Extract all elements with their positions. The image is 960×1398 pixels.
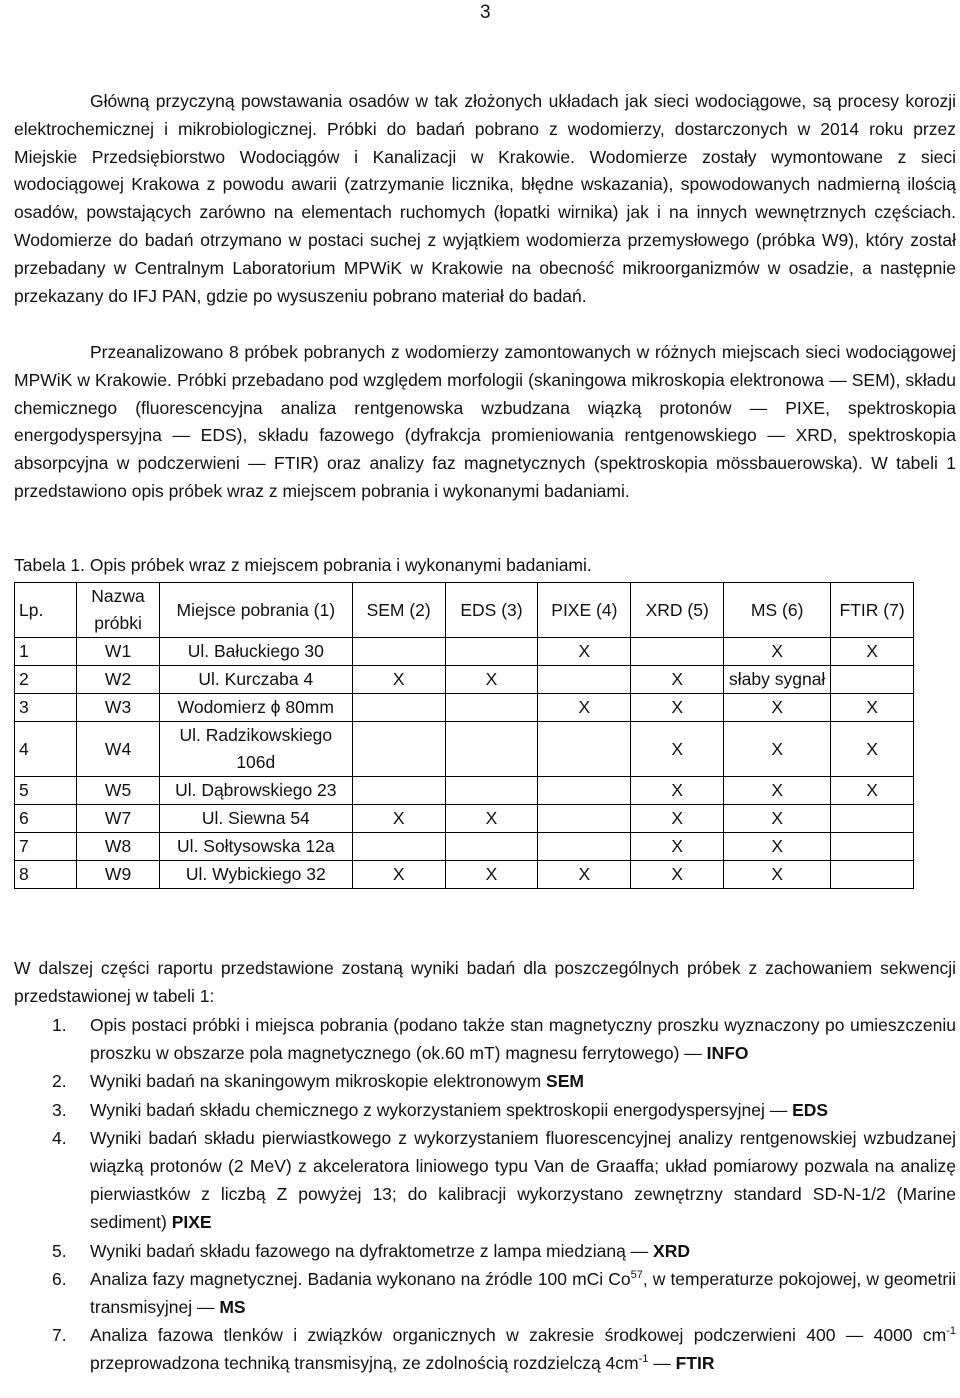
cell-xrd: X <box>631 805 724 833</box>
cell-lp: 5 <box>15 777 77 805</box>
cell-pixe <box>538 777 631 805</box>
cell-xrd: X <box>631 666 724 694</box>
table-header-row <box>15 583 914 638</box>
cell-pixe <box>538 666 631 694</box>
cell-ftir: X <box>831 694 914 722</box>
list-item <box>14 1011 956 1067</box>
cell-ftir: X <box>831 638 914 666</box>
table-row <box>15 777 914 805</box>
paragraph-samples-text: Przeanalizowano 8 próbek pobranych z wodomierzy zamontowanych w różnych miejscach sieci wodociągowej MPWiK w Krakowie. Próbki przebadano pod względem morfologii (skaningowa mikroskopia elektronowa — SEM), składu chemicznego (fluorescencyjna analiza rentgenowska wzbudzana wiązką protonów — PIXE, spektroskopia energodyspersyjna — EDS), składu fazowego (dyfrakcja promieniowania rentgenowskiego — XRD, spektroskopia absorpcyjna w podczerwieni — FTIR) oraz analizy faz magnetycznych (spektroskopia mössbauerowska). W tabeli 1 przedstawiono opis próbek wraz z miejscem pobrania i wykonanymi badaniami. <box>14 342 956 501</box>
cell-sem: X <box>352 805 445 833</box>
cell-location: Ul. Wybickiego 32 <box>159 861 352 889</box>
cell-lp: 6 <box>15 805 77 833</box>
cell-name: W8 <box>77 833 160 861</box>
cell-ms: X <box>724 805 831 833</box>
list-text: Wyniki badań składu pierwiastkowego z wykorzystaniem fluorescencyjnej analizy rentgenowskiej wzbudzanej wiązką protonów (2 MeV) z akceleratora liniowego typu Van de Graaffa; układ pomiarowy pozwala na analizę pierwiastków z liczbą Z powyżej 13; do kalibracji wykorzystano zewnętrzny standard SD-N-1/2 (Marine sediment) <box>90 1127 956 1233</box>
cell-xrd: X <box>631 722 724 777</box>
samples-table <box>14 582 914 889</box>
table-row <box>15 694 914 722</box>
paragraph-intro-text: Główną przyczyną powstawania osadów w tak złożonych układach jak sieci wodociągowe, są procesy korozji elektrochemicznej i mikrobiologicznej. Próbki do badań pobrano z wodomierzy, dostarczonych w 2014 roku przez Miejskie Przedsiębiorstwo Wodociągów i Kanalizacji w Krakowie. Wodomierze zostały wymontowane z sieci wodociągowej Krakowa z powodu awarii (zatrzymanie licznika, błędne wskazania), spowodowanych nadmierną ilością osadów, powstających zarówno na elementach ruchomych (łopatki wirnika) jak i na innych wewnętrznych częściach. Wodomierze do badań otrzymano w postaci suchej z wyjątkiem wodomierza przemysłowego (próbka W9), który został przebadany w Centralnym Laboratorium MPWiK w Krakowie na obecność mikroorganizmów w osadzie, a następnie przekazany do IFJ PAN, gdzie po wysuszeniu pobrano materiał do badań. <box>14 91 956 306</box>
header-ftir: FTIR (7) <box>831 583 914 638</box>
cell-eds: X <box>445 666 538 694</box>
cell-ms: X <box>724 694 831 722</box>
cell-lp: 2 <box>15 666 77 694</box>
cell-name: W2 <box>77 666 160 694</box>
cell-ftir: X <box>831 722 914 777</box>
list-text: Analiza fazowa tlenków i związków organicznych w zakresie środkowej podczerwieni 400 — 4000 cm <box>90 1325 947 1346</box>
superscript: 57 <box>630 1269 643 1281</box>
cell-eds <box>445 638 538 666</box>
paragraph-sequence: W dalszej części raportu przedstawione zostaną wyniki badań dla poszczególnych próbek z zachowaniem sekwencji przedstawionej w tabeli 1: <box>14 958 956 1006</box>
cell-ms: X <box>724 861 831 889</box>
analyses-list <box>14 1011 956 1378</box>
cell-pixe <box>538 833 631 861</box>
list-tag: FTIR <box>675 1353 715 1374</box>
list-tag: XRD <box>653 1240 690 1261</box>
list-number: 5. <box>52 1240 67 1261</box>
cell-location: Ul. Bałuckiego 30 <box>159 638 352 666</box>
header-name: Nazwa próbki <box>77 583 160 638</box>
cell-eds <box>445 694 538 722</box>
cell-xrd: X <box>631 777 724 805</box>
list-number: 6. <box>52 1268 67 1289</box>
cell-ftir: X <box>831 777 914 805</box>
list-number: 1. <box>52 1015 67 1035</box>
cell-ms: X <box>724 833 831 861</box>
list-tag: INFO <box>706 1043 749 1064</box>
cell-ms: X <box>724 638 831 666</box>
list-text: Analiza fazy magnetycznej. Badania wykonano na źródle 100 mCi Co <box>90 1268 631 1289</box>
cell-location: Ul. Radzikowskiego 106d <box>159 722 352 777</box>
list-tag: MS <box>219 1297 246 1318</box>
cell-sem <box>352 638 445 666</box>
list-number: 4. <box>52 1127 67 1148</box>
cell-sem <box>352 833 445 861</box>
cell-lp: 3 <box>15 694 77 722</box>
table-row <box>15 666 914 694</box>
cell-xrd: X <box>631 833 724 861</box>
cell-xrd <box>631 638 724 666</box>
list-item <box>14 1265 956 1321</box>
list-text: Wyniki badań składu chemicznego z wykorzystaniem spektroskopii energodyspersyjnej — <box>90 1099 793 1120</box>
table-row <box>15 861 914 889</box>
cell-location: Ul. Kurczaba 4 <box>159 666 352 694</box>
cell-sem <box>352 694 445 722</box>
cell-eds: X <box>445 805 538 833</box>
superscript: -1 <box>638 1353 649 1366</box>
list-item <box>14 1124 956 1237</box>
cell-eds <box>445 833 538 861</box>
cell-location: Ul. Dąbrowskiego 23 <box>159 777 352 805</box>
list-text: Opis postaci próbki i miejsca pobrania (podano także stan magnetyczny proszku wyznaczony po umieszczeniu proszku w obszarze pola magnetycznego (ok.60 mT) magnesu ferrytowego) — <box>90 1015 956 1064</box>
cell-name: W1 <box>77 638 160 666</box>
cell-sem <box>352 722 445 777</box>
cell-ms: X <box>724 777 831 805</box>
cell-pixe: X <box>538 694 631 722</box>
cell-location: Wodomierz ϕ 80mm <box>159 694 352 722</box>
table-caption: Tabela 1. Opis próbek wraz z miejscem pobrania i wykonanymi badaniami. <box>14 555 592 575</box>
cell-location: Ul. Siewna 54 <box>159 805 352 833</box>
table-row <box>15 722 914 777</box>
cell-ftir <box>831 805 914 833</box>
list-number: 2. <box>52 1071 67 1092</box>
header-ms: MS (6) <box>724 583 831 638</box>
table-row <box>15 638 914 666</box>
header-eds: EDS (3) <box>445 583 538 638</box>
header-sem: SEM (2) <box>352 583 445 638</box>
cell-eds <box>445 722 538 777</box>
header-pixe: PIXE (4) <box>538 583 631 638</box>
cell-name: W7 <box>77 805 160 833</box>
cell-name: W3 <box>77 694 160 722</box>
list-text: Wyniki badań składu fazowego na dyfraktometrze z lampa miedzianą — <box>90 1240 654 1261</box>
cell-ftir <box>831 833 914 861</box>
cell-eds <box>445 777 538 805</box>
cell-xrd: X <box>631 694 724 722</box>
cell-name: W9 <box>77 861 160 889</box>
cell-lp: 8 <box>15 861 77 889</box>
cell-xrd: X <box>631 861 724 889</box>
list-number: 7. <box>52 1325 67 1346</box>
list-item <box>14 1067 956 1095</box>
cell-sem: X <box>352 666 445 694</box>
cell-lp: 4 <box>15 722 77 777</box>
superscript: -1 <box>946 1325 956 1338</box>
list-number: 3. <box>52 1099 67 1120</box>
header-location: Miejsce pobrania (1) <box>159 583 352 638</box>
cell-pixe: X <box>538 861 631 889</box>
list-tag: EDS <box>792 1099 829 1120</box>
cell-ms: X <box>724 722 831 777</box>
cell-pixe <box>538 722 631 777</box>
cell-ftir <box>831 666 914 694</box>
cell-name: W4 <box>77 722 160 777</box>
cell-name: W5 <box>77 777 160 805</box>
paragraph-samples <box>14 339 956 506</box>
cell-sem <box>352 777 445 805</box>
table-body <box>15 638 914 889</box>
list-tag: SEM <box>546 1071 584 1092</box>
list-text: — <box>648 1353 676 1374</box>
list-text: , w temperaturze pokojowej, w geometrii transmisyjnej — <box>90 1268 956 1318</box>
list-item <box>14 1237 956 1265</box>
list-item <box>14 1321 956 1377</box>
cell-ftir <box>831 861 914 889</box>
cell-lp: 7 <box>15 833 77 861</box>
cell-ms: słaby sygnał <box>724 666 831 694</box>
header-lp: Lp. <box>15 583 77 638</box>
paragraph-intro <box>14 88 956 310</box>
list-item <box>14 1096 956 1124</box>
cell-sem: X <box>352 861 445 889</box>
table-row <box>15 833 914 861</box>
page-number: 3 <box>480 2 491 23</box>
list-text: Wyniki badań na skaningowym mikroskopie elektronowym <box>90 1071 547 1092</box>
cell-eds: X <box>445 861 538 889</box>
header-xrd: XRD (5) <box>631 583 724 638</box>
cell-location: Ul. Sołtysowska 12a <box>159 833 352 861</box>
cell-pixe: X <box>538 638 631 666</box>
cell-pixe <box>538 805 631 833</box>
list-tag: PIXE <box>171 1212 212 1233</box>
cell-lp: 1 <box>15 638 77 666</box>
table-row <box>15 805 914 833</box>
list-text: przeprowadzona techniką transmisyjną, ze zdolnością rozdzielczą 4cm <box>90 1353 639 1374</box>
